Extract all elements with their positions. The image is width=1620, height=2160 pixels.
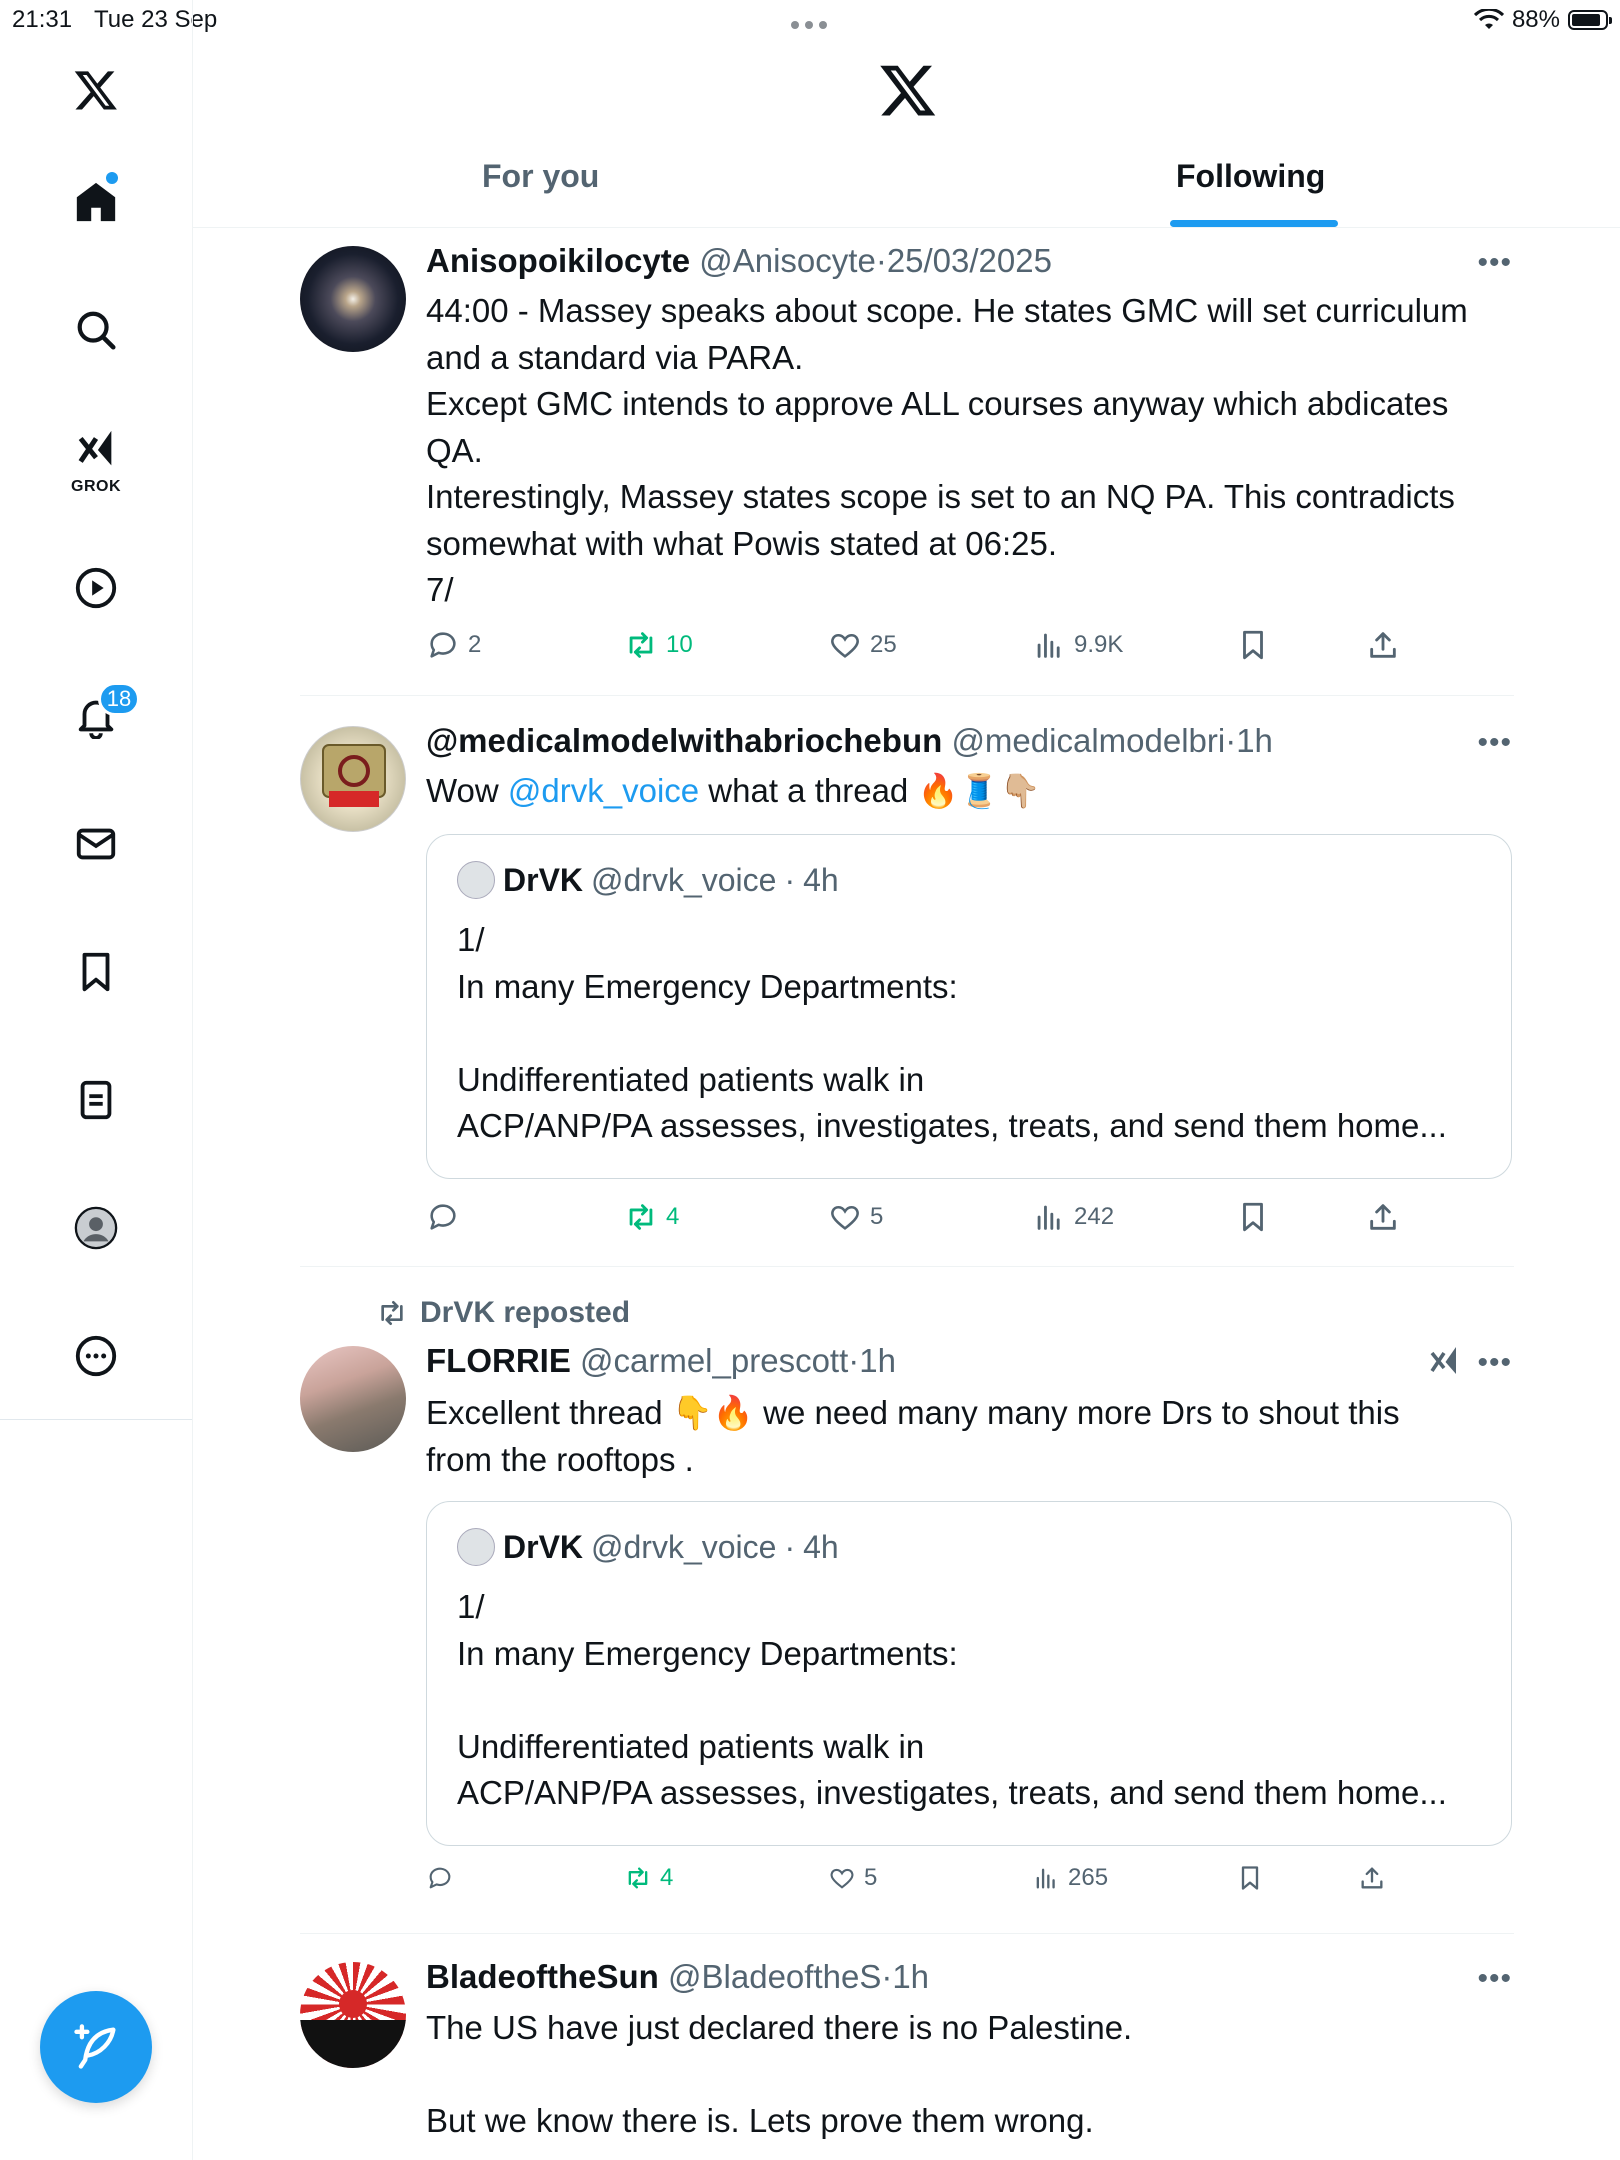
repost-icon [624, 1200, 658, 1234]
sidebar-divider [0, 1419, 192, 1420]
tab-for-you[interactable]: For you [482, 158, 600, 194]
post-actions [426, 1200, 1406, 1240]
share-icon [1358, 1864, 1386, 1892]
grok-icon[interactable] [66, 420, 126, 480]
more-options-icon[interactable]: ••• [1477, 1962, 1512, 1995]
battery-percent: 88% [1511, 6, 1560, 33]
tab-following[interactable]: Following [1176, 158, 1326, 194]
post-time[interactable]: 25/03/2025 [886, 242, 1052, 279]
views-chart-icon [1032, 1864, 1060, 1892]
header-x-logo-icon[interactable] [878, 60, 938, 120]
post-header: @medicalmodelwithabriochebun @medicalmodelbri·1h [426, 722, 1273, 759]
repost-button[interactable] [624, 1200, 679, 1234]
post-divider [300, 1266, 1514, 1267]
repost-icon [376, 1297, 408, 1329]
quote-author-handle: @drvk_voice [591, 1528, 777, 1565]
quote-author-name: DrVK [503, 1528, 584, 1565]
notifications-badge: 18 [98, 682, 140, 716]
share-button[interactable] [1366, 628, 1400, 662]
avatar [457, 1528, 495, 1566]
like-count: 25 [870, 631, 897, 658]
post-text-prefix: Wow [426, 772, 508, 809]
repost-icon [624, 1864, 652, 1892]
quote-text: 1/ In many Emergency Departments: Undifferentiated patients walk in ACP/ANP/PA assesses, investigates, treats, and send them home... [457, 921, 1447, 1144]
bookmark-button[interactable] [1236, 1200, 1270, 1234]
reply-count: 2 [468, 631, 482, 658]
reply-icon [426, 628, 460, 662]
x-logo-icon[interactable] [66, 60, 126, 120]
author-handle[interactable]: @medicalmodelbri [951, 722, 1226, 759]
post-header: BladeoftheSun @BladeoftheS·1h [426, 1958, 930, 1995]
profile-icon[interactable] [66, 1198, 126, 1258]
status-date: Tue 23 Sep [94, 6, 218, 33]
quote-time: 4h [803, 1528, 839, 1565]
repost-count: 10 [666, 631, 693, 658]
video-icon[interactable] [66, 558, 126, 618]
gmc-logo-icon [301, 727, 406, 832]
post-text: 44:00 - Massey speaks about scope. He states GMC will set curriculum and a standard via PARA. Except GMC intends to approve ALL courses anyway which abdicates QA. Interestingly, Massey states scope is set to an NQ PA. This contradicts somewhat with what Powis stated at 06:25. 7/ [426, 292, 1468, 608]
reply-icon [426, 1864, 454, 1892]
share-icon [1366, 628, 1400, 662]
more-options-icon[interactable]: ••• [1477, 1346, 1512, 1379]
bookmark-button[interactable] [1236, 628, 1270, 662]
reply-button[interactable] [426, 1200, 468, 1234]
avatar[interactable] [300, 1346, 406, 1452]
view-count: 9.9K [1074, 631, 1124, 658]
bookmark-icon [1236, 1864, 1264, 1892]
repost-label: DrVK reposted [420, 1296, 631, 1329]
quote-time: 4h [803, 861, 839, 898]
quoted-post[interactable] [426, 1501, 1512, 1846]
post-header: Anisopoikilocyte @Anisocyte·25/03/2025 [426, 242, 1052, 279]
share-icon [1366, 1200, 1400, 1234]
post-time[interactable]: 1h [859, 1342, 896, 1379]
share-button[interactable] [1366, 1200, 1400, 1234]
reply-button[interactable] [426, 628, 481, 662]
views-chart-icon [1032, 1200, 1066, 1234]
status-time: 21:31 [12, 6, 73, 33]
repost-button[interactable] [624, 628, 693, 662]
view-count: 265 [1068, 1864, 1109, 1891]
bookmarks-icon[interactable] [66, 942, 126, 1002]
post-text [426, 768, 1516, 815]
search-icon[interactable] [66, 300, 126, 360]
heart-icon [828, 1200, 862, 1234]
post-time[interactable]: 1h [892, 1958, 930, 1995]
post-divider [300, 1933, 1514, 1934]
reply-button[interactable] [426, 1864, 462, 1892]
grok-label: GROK [71, 478, 121, 495]
sidebar [0, 0, 193, 2160]
like-button[interactable] [828, 1864, 877, 1892]
more-options-icon[interactable]: ••• [1477, 726, 1512, 759]
author-name[interactable]: BladeoftheSun [426, 1958, 659, 1995]
views-button[interactable] [1032, 1200, 1114, 1234]
quote-author-name: DrVK [503, 861, 584, 898]
post-header: FLORRIE @carmel_prescott·1h [426, 1342, 896, 1379]
bookmark-button[interactable] [1236, 1864, 1264, 1892]
views-button[interactable] [1032, 628, 1123, 662]
quote-header: DrVK @drvk_voice · 4h [457, 1528, 839, 1566]
battery-icon [1568, 10, 1608, 30]
quote-text: 1/ In many Emergency Departments: Undifferentiated patients walk in ACP/ANP/PA assesses, investigates, treats, and send them home... [457, 1588, 1447, 1811]
author-name[interactable]: FLORRIE [426, 1342, 571, 1379]
post-divider [300, 695, 1514, 696]
like-button[interactable] [828, 1200, 883, 1234]
avatar[interactable] [300, 726, 406, 832]
avatar [457, 861, 495, 899]
heart-icon [828, 1864, 856, 1892]
wifi-icon [1474, 9, 1504, 31]
repost-context[interactable] [376, 1296, 630, 1330]
quote-header: DrVK @drvk_voice · 4h [457, 861, 839, 899]
home-unread-dot [106, 172, 118, 184]
more-icon[interactable] [66, 1326, 126, 1386]
header-divider [193, 227, 1620, 228]
like-count: 5 [870, 1203, 884, 1230]
reply-icon [426, 1200, 460, 1234]
messages-icon[interactable] [66, 814, 126, 874]
post-actions [426, 628, 1406, 668]
bookmark-icon [1236, 628, 1270, 662]
repost-count: 4 [666, 1203, 680, 1230]
author-name[interactable]: @medicalmodelwithabriochebun [426, 722, 943, 759]
views-chart-icon [1032, 628, 1066, 662]
repost-count: 4 [660, 1864, 674, 1891]
rising-sun-logo-icon [300, 1962, 406, 2068]
compose-feather-icon [70, 2021, 122, 2073]
compose-button[interactable] [40, 1991, 152, 2103]
grok-explain-icon[interactable] [1426, 1344, 1462, 1380]
mention-link[interactable]: @drvk_voice [507, 772, 700, 809]
author-handle[interactable]: @carmel_prescott [580, 1342, 849, 1379]
author-name[interactable]: Anisopoikilocyte [426, 242, 691, 279]
post-text: The US have just declared there is no Palestine. But we know there is. Lets prove them wrong. [426, 2009, 1133, 2139]
heart-icon [828, 628, 862, 662]
repost-icon [624, 628, 658, 662]
active-tab-indicator [1170, 220, 1338, 227]
bookmark-icon [1236, 1200, 1270, 1234]
quoted-post[interactable] [426, 834, 1512, 1179]
quote-author-handle: @drvk_voice [591, 861, 777, 898]
repost-button[interactable] [624, 1864, 673, 1892]
share-button[interactable] [1358, 1864, 1386, 1892]
post-time[interactable]: 1h [1236, 722, 1273, 759]
view-count: 242 [1074, 1203, 1115, 1230]
multitasking-dots-icon[interactable] [788, 8, 830, 36]
like-button[interactable] [828, 628, 897, 662]
views-button[interactable] [1032, 1864, 1108, 1892]
author-handle[interactable]: @Anisocyte [699, 242, 876, 279]
avatar[interactable] [300, 1962, 406, 2068]
like-count: 5 [864, 1864, 878, 1891]
post-text: Excellent thread 👇🔥 we need many many more Drs to shout this from the rooftops . [426, 1394, 1400, 1478]
lists-icon[interactable] [66, 1070, 126, 1130]
more-options-icon[interactable]: ••• [1477, 246, 1512, 279]
post-actions [426, 1864, 1406, 1904]
avatar[interactable] [300, 246, 406, 352]
post-text-suffix: what a thread 🔥🧵👇🏼 [699, 772, 1041, 809]
author-handle[interactable]: @BladeoftheS [668, 1958, 882, 1995]
status-bar [0, 0, 1620, 40]
